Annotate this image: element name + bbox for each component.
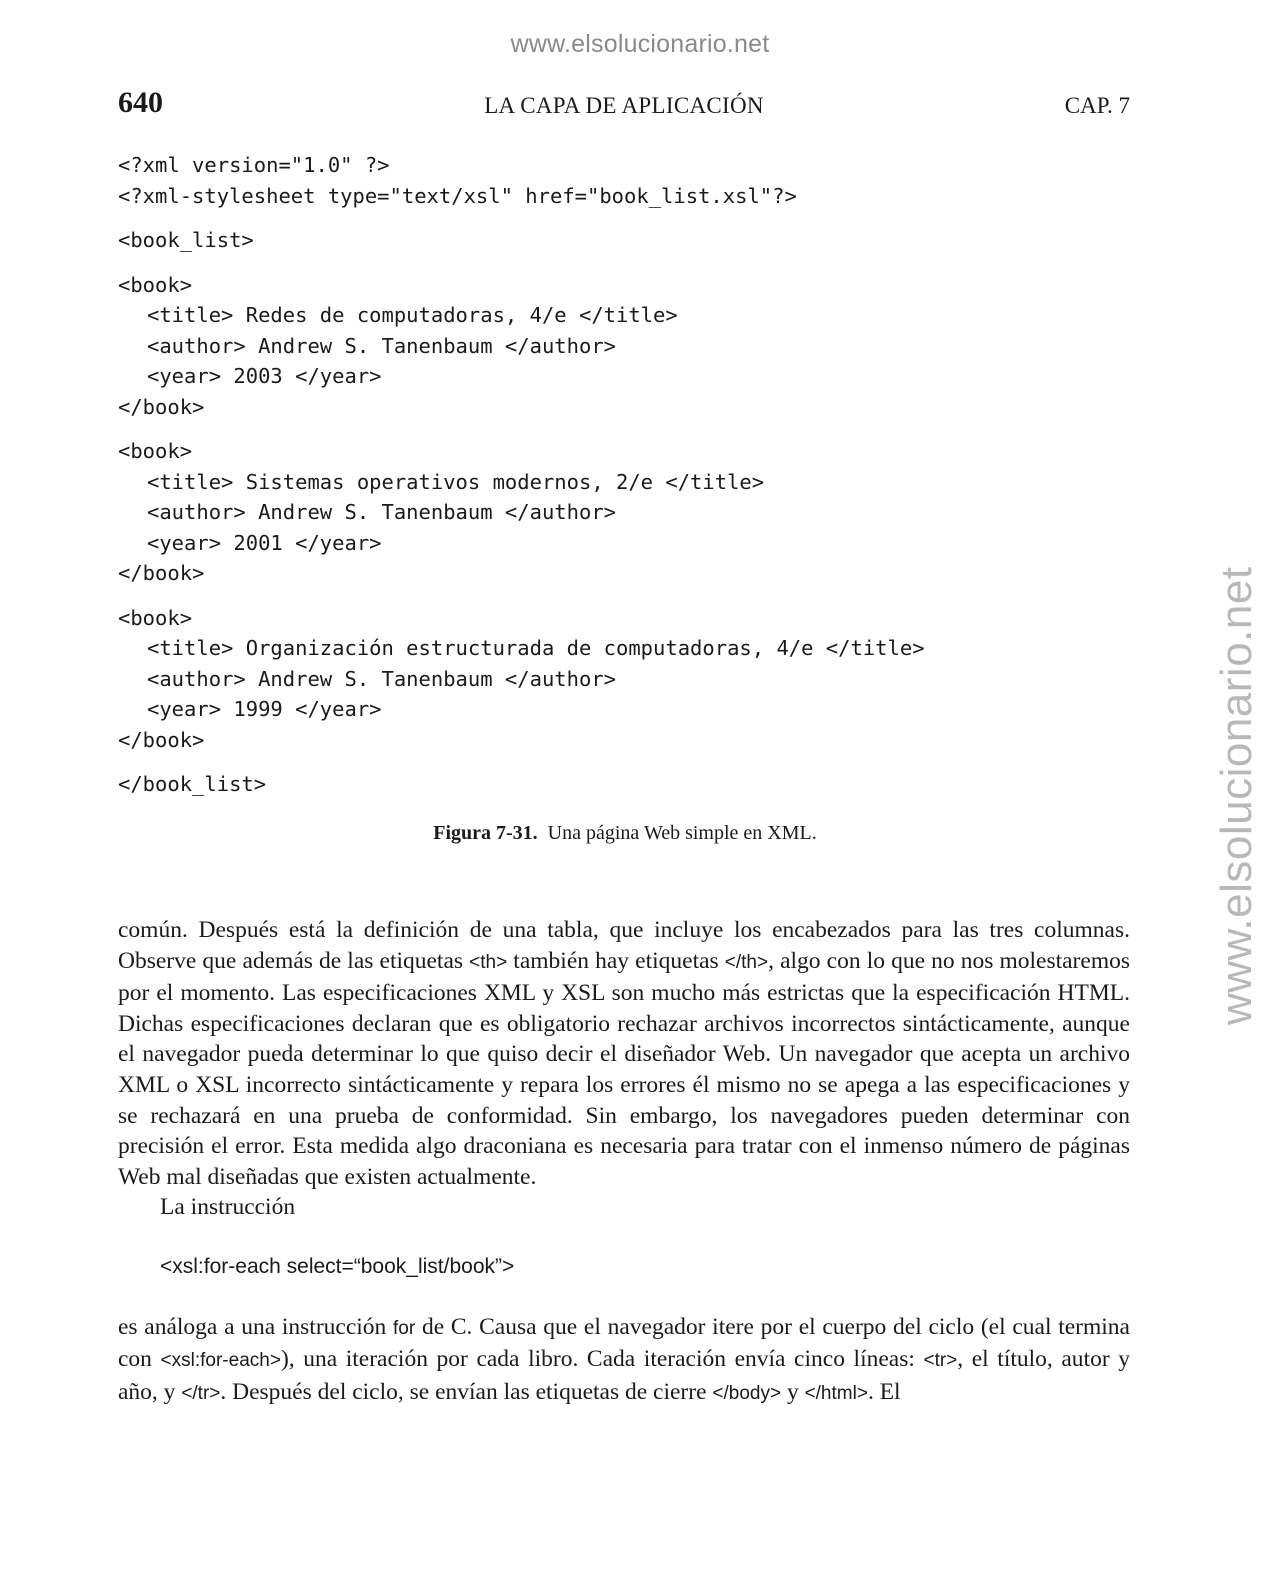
code-line-title: <title> Redes de computadoras, 4/e </title>: [147, 303, 678, 327]
xml-code-listing: [118, 150, 925, 800]
code-line-author: <author> Andrew S. Tanenbaum </author>: [147, 666, 616, 691]
page-number: 640: [118, 86, 163, 119]
inline-code: </th>: [724, 951, 769, 973]
watermark-side: www.elsolucionario.net: [1212, 566, 1261, 1025]
inline-code: for: [393, 1317, 416, 1339]
chapter-label: CAP. 7: [1064, 93, 1130, 118]
figure-label: Figura 7-31.: [433, 822, 538, 844]
inline-code: <tr>: [923, 1350, 958, 1372]
inline-code: <xsl:for-each>: [160, 1350, 281, 1372]
code-line-book-list-open: <book_list>: [118, 228, 254, 252]
code-line-book-close: </book>: [118, 727, 205, 752]
code-line-author: <author> Andrew S. Tanenbaum </author>: [147, 333, 616, 358]
paragraph: común. Después está la definición de una tabla, que incluye los encabezados para las tres columnas. Observe que además de las etiquetas <th> también hay etiquetas </th>, algo con lo que no nos molestaremos por el momento. Las especificaciones XML y XSL son mucho más estrictas que la especificación HTML. Dichas especificaciones declaran que es obligatorio rechazar archivos incorrectos sintácticamente, aunque el navegador pueda determinar lo que quiso decir el diseñador Web. Un navegador que acepta un archivo XML o XSL incorrecto sintácticamente y repara los errores él mismo no se apega a las especificaciones y se rechazará en una prueba de conformidad. Sin embargo, los navegadores pueden determinar con precisión el error. Esta medida algo draconiana es necesaria para tratar con el inmenso número de páginas Web mal diseñadas que existen actualmente.: [118, 917, 1130, 1190]
inline-code: </body>: [712, 1382, 782, 1404]
figure-caption: [0, 822, 1250, 845]
code-line-year: <year> 2003 </year>: [147, 364, 382, 388]
code-line-book-list-close: </book_list>: [118, 772, 267, 796]
paragraph: La instrucción: [160, 1194, 296, 1221]
code-line-book-open: <book>: [118, 272, 193, 297]
page-header: [118, 86, 1130, 126]
body-text: [118, 915, 1130, 1409]
code-line-title: <title> Organización estructurada de computadoras, 4/e </title>: [147, 636, 925, 660]
code-line-year: <year> 1999 </year>: [147, 697, 382, 721]
code-line-stylesheet: <?xml-stylesheet type="text/xsl" href="book_list.xsl"?>: [118, 183, 797, 208]
code-line-title: <title> Sistemas operativos modernos, 2/e </title>: [147, 469, 765, 494]
code-line-book-close: </book>: [118, 394, 205, 419]
code-line-xml-declaration: <?xml version="1.0" ?>: [118, 153, 390, 177]
running-title: LA CAPA DE APLICACIÓN: [484, 93, 764, 118]
inline-code: <th>: [469, 951, 508, 973]
code-line-year: <year> 2001 </year>: [147, 530, 382, 555]
watermark-top: www.elsolucionario.net: [510, 30, 770, 58]
xsl-instruction: <xsl:for-each select=“book_list/book”>: [160, 1254, 515, 1278]
inline-code: </html>: [804, 1382, 868, 1404]
code-line-book-open: <book>: [118, 439, 193, 463]
paragraph: es análoga a una instrucción for de C. Causa que el navegador itere por el cuerpo del ciclo (el cual termina con <xsl:for-each>), una iteración por cada libro. Cada iteración envía cinco líneas: <tr>, el título, autor y año, y </tr>. Después del ciclo, se envían las etiquetas de cierre </body> y </html>. El: [118, 1313, 1130, 1405]
code-line-book-open: <book>: [118, 605, 193, 630]
inline-code: </tr>: [181, 1382, 221, 1404]
figure-caption-text: Una página Web simple en XML.: [547, 822, 817, 844]
code-line-author: <author> Andrew S. Tanenbaum </author>: [147, 500, 616, 524]
code-line-book-close: </book>: [118, 561, 205, 585]
